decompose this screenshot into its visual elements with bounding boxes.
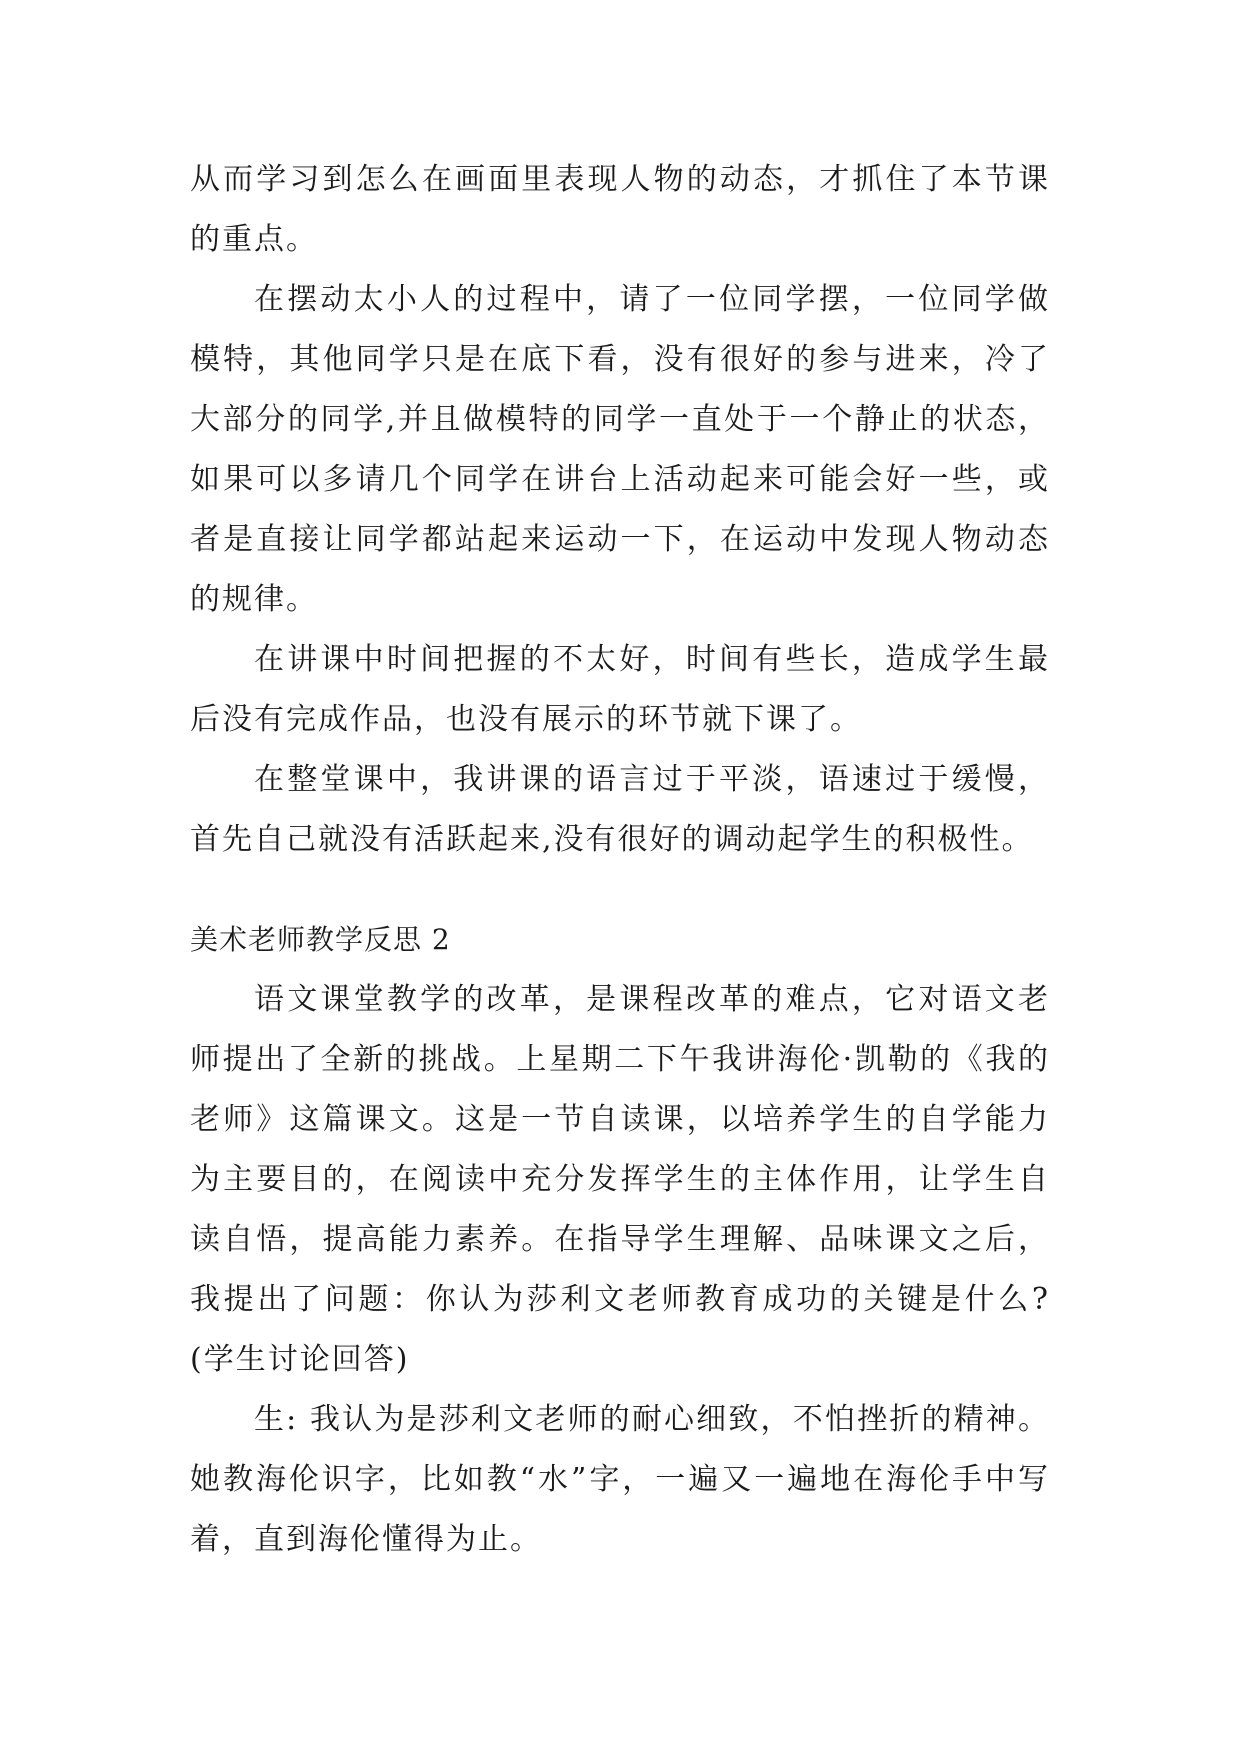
section-title: 美术老师教学反思 2 (190, 923, 451, 956)
paragraph-continuation: 从而学习到怎么在画面里表现人物的动态，才抓住了本节课的重点。 (190, 162, 1050, 257)
paragraph-chinese-reform: 语文课堂教学的改革，是课程改革的难点，它对语文老师提出了全新的挑战。上星期二下午我讲海伦·凯勒的《我的老师》这篇课文。这是一节自读课，以培养学生的自学能力为主要目的，在阅读中充分发挥学生的主体作用，让学生自读自悟，提高能力素养。在指导学生理解、品味课文之后，我提出了问题：你认为莎利文老师教育成功的关键是什么?(学生讨论回答) (190, 982, 1050, 1377)
paragraph-time-management: 在讲课中时间把握的不太好，时间有些长，造成学生最后没有完成作品，也没有展示的环节就下课了。 (190, 642, 1050, 737)
paragraph-student-answer: 生: 我认为是莎利文老师的耐心细致，不怕挫折的精神。她教海伦识字，比如教“水”字，一遍又一遍地在海伦手中写着，直到海伦懂得为止。 (190, 1402, 1050, 1557)
paragraph-model-posing: 在摆动太小人的过程中，请了一位同学摆，一位同学做模特，其他同学只是在底下看，没有很好的参与进来，冷了大部分的同学,并且做模特的同学一直处于一个静止的状态，如果可以多请几个同学在讲台上活动起来可能会好一些，或者是直接让同学都站起来运动一下，在运动中发现人物动态的规律。 (190, 282, 1050, 617)
paragraph-lecture-language: 在整堂课中，我讲课的语言过于平淡，语速过于缓慢，首先自己就没有活跃起来,没有很好的调动起学生的积极性。 (190, 762, 1050, 857)
